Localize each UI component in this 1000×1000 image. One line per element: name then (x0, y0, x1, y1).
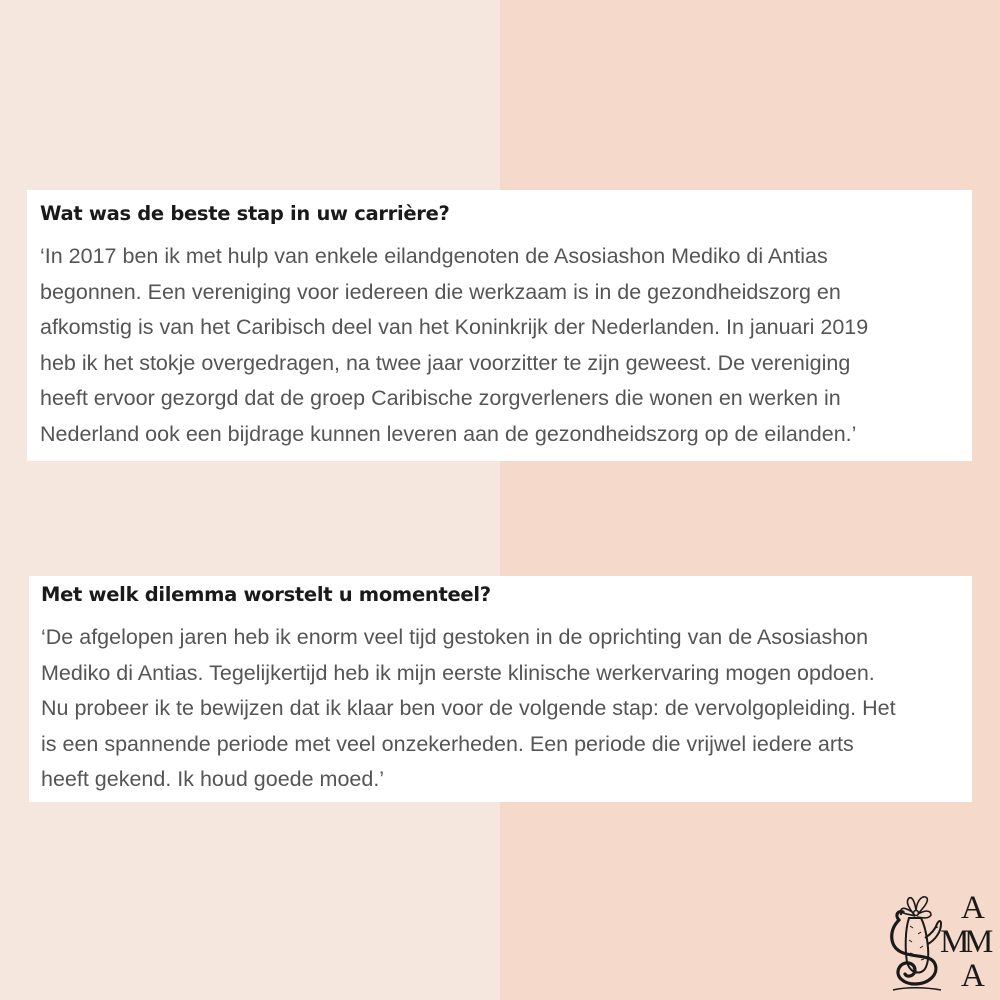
logo-letter: M (964, 924, 994, 960)
logo-letter: M (940, 924, 970, 960)
question-heading: Met welk dilemma worstelt u momenteel? (41, 583, 491, 606)
question-heading: Wat was de beste stap in uw carrière? (40, 202, 450, 225)
background-right-panel (500, 0, 1000, 1000)
answer-paragraph: ‘De afgelopen jaren heb ik enorm veel tijd gestoken in de oprichting van de Asosiashon Mediko di Antias. Tegelijkertijd heb ik mijn eerste klinische werkervaring mogen opdoen. Nu probeer ik te bewijzen dat ik klaar ben voor de volgende stap: de vervolgopleiding. Het is een spannende periode met veel onzekerheden. Een periode die vrijwel iedere arts heeft gekend. Ik houd goede moed.’ (41, 625, 896, 791)
logo-letter: A (961, 890, 985, 926)
ama-logo (885, 890, 995, 996)
qa-card-best-step (27, 190, 972, 461)
answer-paragraph: ‘In 2017 ben ik met hulp van enkele eilandgenoten de Asosiashon Mediko di Antias begonnen. Een vereniging voor iedereen die werkzaam is in de gezondheidszorg en afkomstig is van het Caribisch deel van het Koninkrijk der Nederlanden. In januari 2019 heb ik het stokje overgedragen, na twee jaar voorzitter te zijn geweest. De vereniging heeft ervoor gezorgd dat de groep Caribische zorgverleners die wonen en werken in Nederland ook een bijdrage kunnen leveren aan de gezondheidszorg op de eilanden.’ (40, 244, 869, 446)
qa-card-dilemma (29, 576, 972, 802)
logo-letter: A (961, 958, 985, 994)
